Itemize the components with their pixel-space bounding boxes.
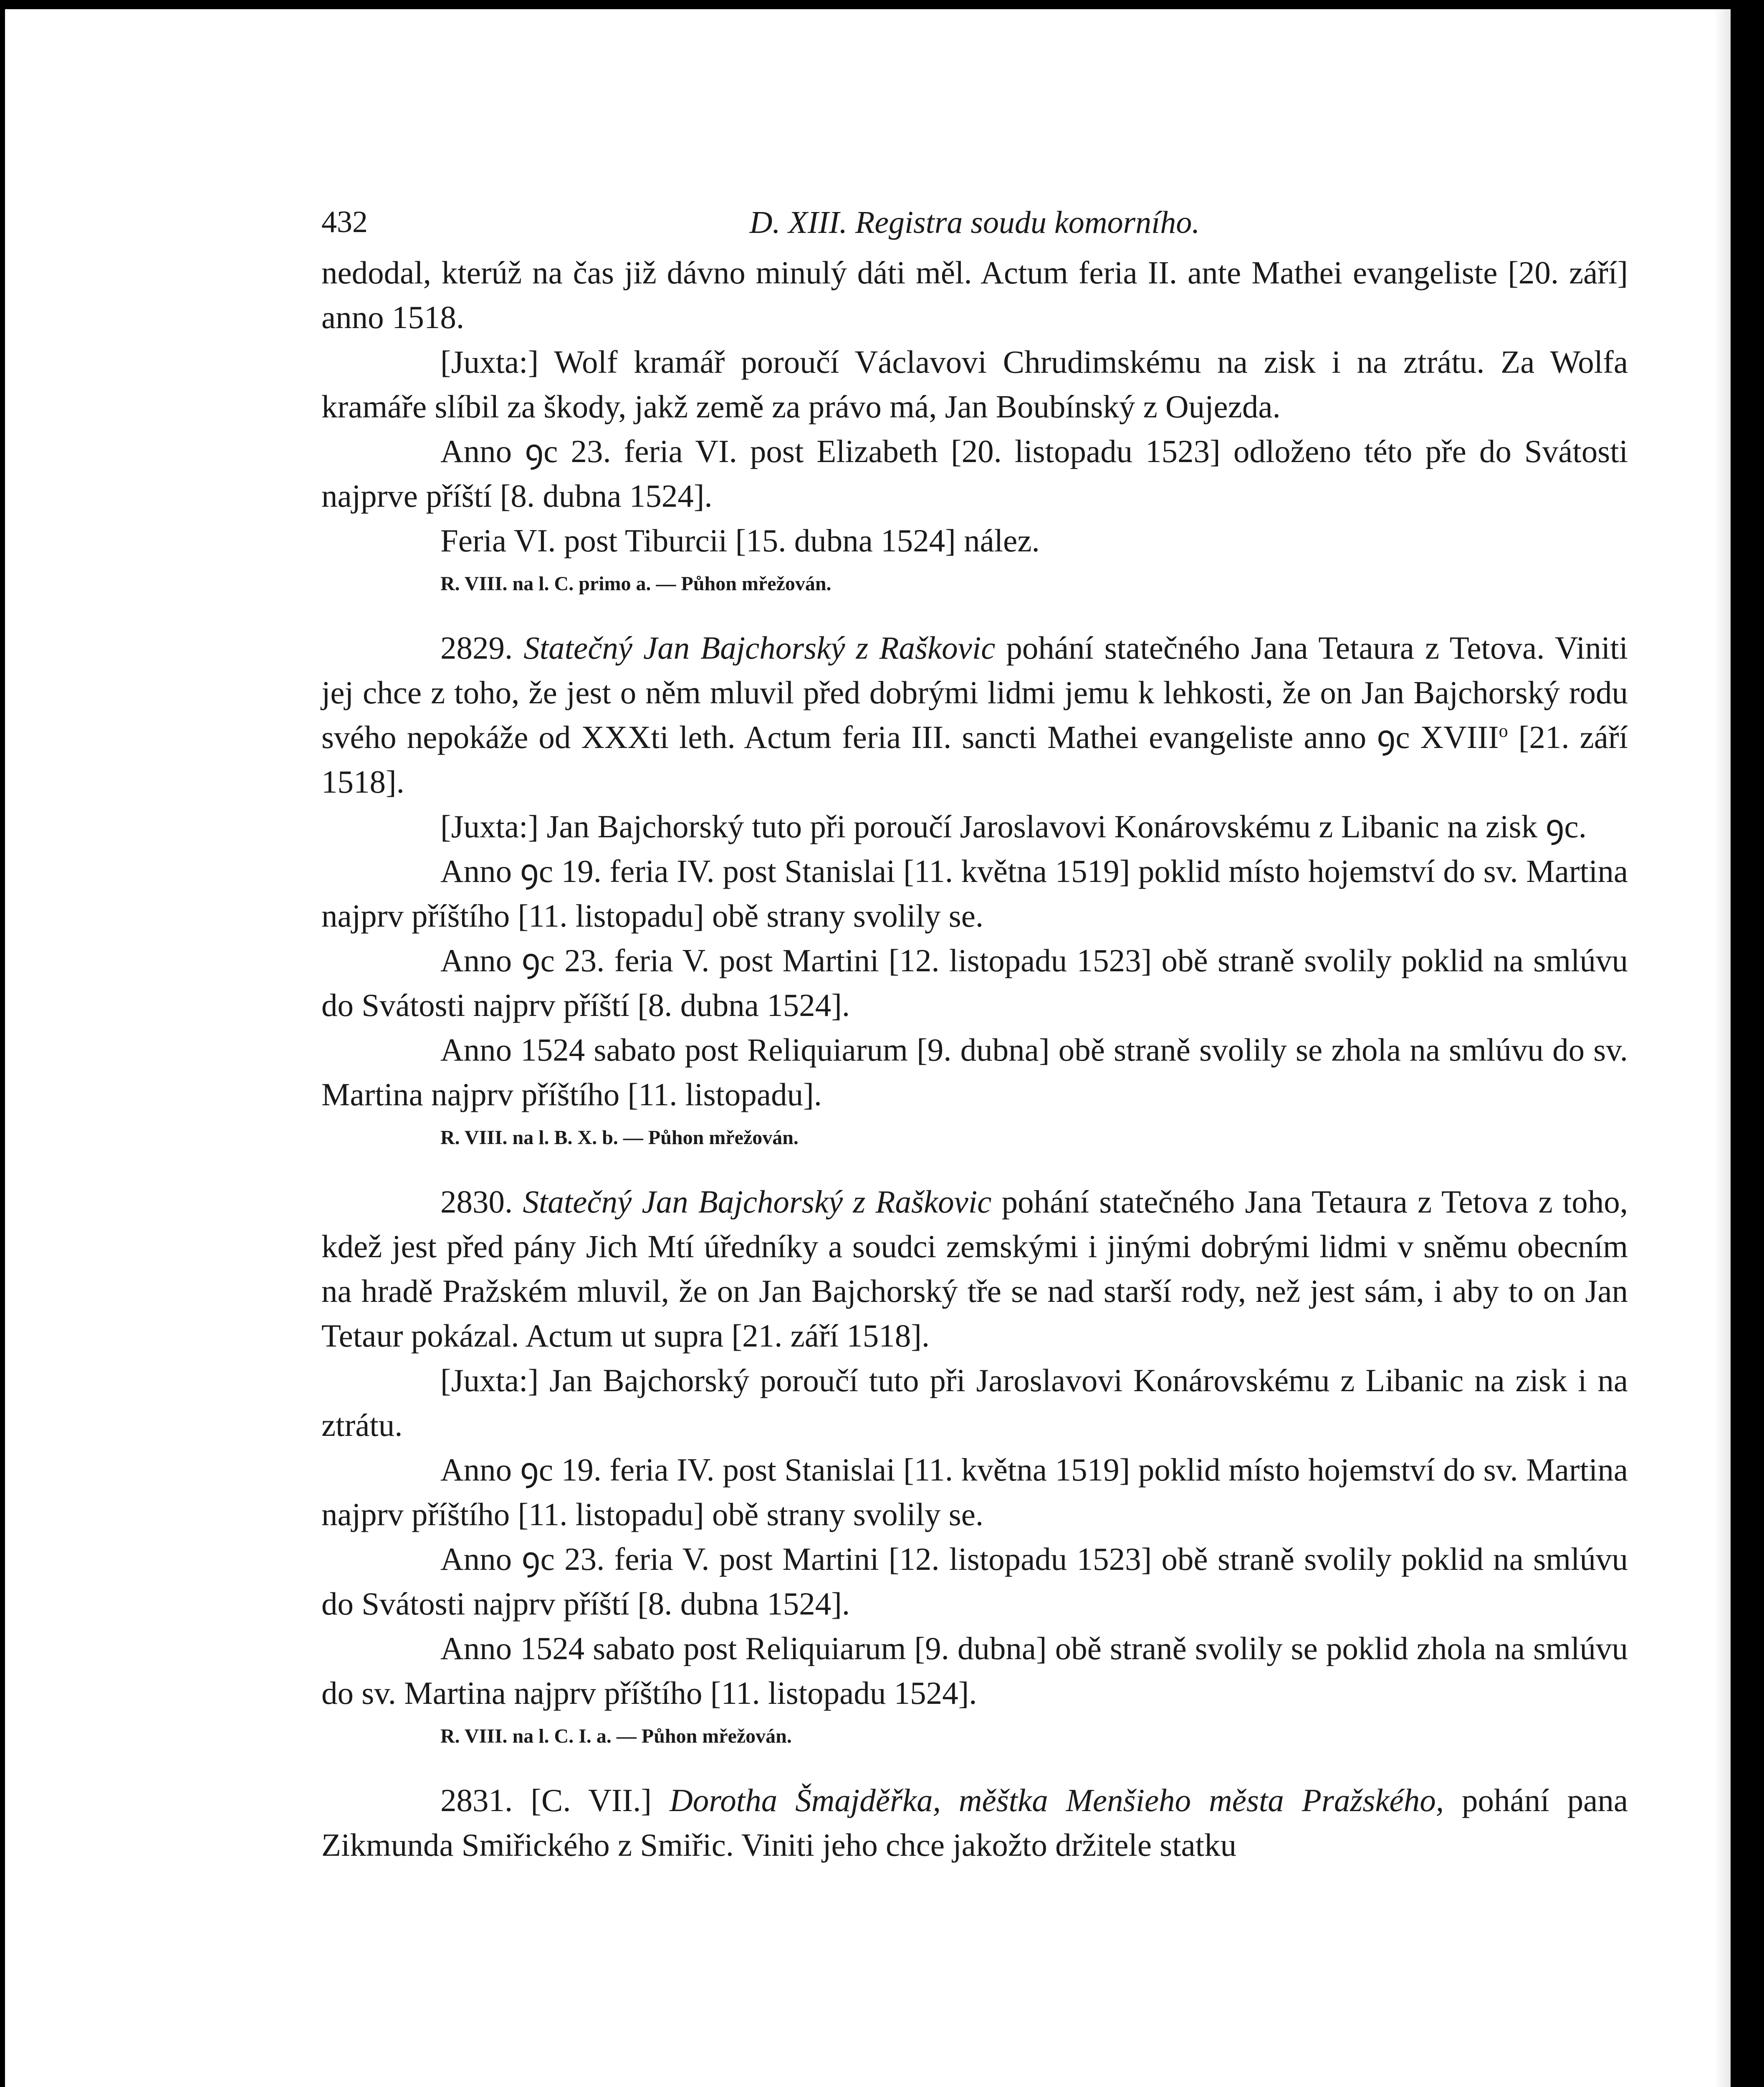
source-reference: R. VIII. na l. C. I. a. — Půhon mřežován. [440, 1725, 792, 1747]
paragraph-continuation: nedodal, kterúž na čas již dávno minulý dáti měl. Actum feria II. ante Mathei evangeliste [20. září] anno 1518. [321, 255, 1628, 335]
page-header [321, 205, 1628, 250]
entry-text: pohání statečného Jana Tetaura z Tetova z toho, kdež jest před pány Jich Mtí úředníky a soudci zemskými i jinými dobrými lidmi v sněmu obecním na hradě Pražském mluvil, že on Jan Bajchorský tře se nad starší rody, než jest sám, i aby to on Jan Tetaur pokázal. Actum ut supra [21. září 1518]. [321, 1184, 1628, 1354]
book-page [321, 205, 1628, 1867]
entry-party: Statečný Jan Bajchorský z Raškovic [523, 1184, 992, 1220]
entry-party: Dorotha Šmajděřka, měštka Menšieho města Pražského, [670, 1782, 1444, 1818]
entry-number: 2831. [440, 1782, 513, 1818]
paragraph-note: Feria VI. post Tiburcii [15. dubna 1524] nález. [440, 523, 1040, 558]
page-number: 432 [321, 205, 368, 239]
source-reference: R. VIII. na l. B. X. b. — Půhon mřežován. [440, 1127, 799, 1149]
scan-border-right [1731, 0, 1764, 2087]
paragraph-note: Anno ꝯc 23. feria VI. post Elizabeth [20. listopadu 1523] odloženo této pře do Svátosti najprve příští [8. dubna 1524]. [321, 433, 1628, 514]
entry-signature: [C. VII.] [513, 1782, 670, 1818]
paragraph-note: Anno 1524 sabato post Reliquiarum [9. dubna] obě straně svolily se zhola na smlúvu do sv. Martina najprv příštího [11. listopadu]. [321, 1032, 1628, 1112]
paragraph-note: Anno ꝯc 23. feria V. post Martini [12. listopadu 1523] obě straně svolily poklid na smlúvu do Svátosti najprv příští [8. dubna 1524]. [321, 1541, 1628, 1622]
entry-2831 [321, 1778, 1628, 1867]
page-edge-shadow [1714, 9, 1731, 2087]
superscript: o [1499, 720, 1508, 741]
scan-border-top [0, 0, 1764, 9]
paragraph-note: Anno ꝯc 19. feria IV. post Stanislai [11. května 1519] poklid místo hojemství do sv. Martina najprv příštího [11. listopadu] obě strany svolily se. [321, 1452, 1628, 1532]
paragraph-note: Anno ꝯc 19. feria IV. post Stanislai [11. května 1519] poklid místo hojemství do sv. Martina najprv příštího [11. listopadu] obě strany svolily se. [321, 853, 1628, 934]
paragraph-note: Anno ꝯc 23. feria V. post Martini [12. listopadu 1523] obě straně svolily poklid na smlúvu do Svátosti najprv příští [8. dubna 1524]. [321, 942, 1628, 1023]
paragraph-note: Anno 1524 sabato post Reliquiarum [9. dubna] obě straně svolily se poklid zhola na smlúvu do sv. Martina najprv příštího [11. listopadu 1524]. [321, 1630, 1628, 1711]
entry-text-tail: [21. září 1518]. [321, 719, 1628, 800]
scan-border-left [0, 0, 5, 2087]
entry-2830 [321, 1180, 1628, 1358]
entry-text: pohání pana Zikmunda Smiřického z Smiřic. Viniti jeho chce jakožto držitele statku [321, 1782, 1628, 1863]
source-reference: R. VIII. na l. C. primo a. — Půhon mřežován. [440, 573, 831, 595]
running-head: D. XIII. Registra soudu komorního. [749, 205, 1200, 240]
paragraph-juxta: [Juxta:] Jan Bajchorský tuto při poroučí Jaroslavovi Konárovskému z Libanic na zisk ꝯc. [440, 809, 1587, 844]
entry-number: 2830. [440, 1184, 513, 1220]
entry-party: Statečný Jan Bajchorský z Raškovic [523, 630, 996, 666]
paragraph-juxta: [Juxta:] Jan Bajchorský poroučí tuto při Jaroslavovi Konárovskému z Libanic na zisk i na ztrátu. [321, 1362, 1628, 1443]
entry-text: pohání statečného Jana Tetaura z Tetova. Viniti jej chce z toho, že jest o něm mluvil před dobrými lidmi jemu k lehkosti, že on Jan Bajchorský rodu svého nepokáže od XXXti leth. Actum feria III. sancti Mathei evangeliste anno ꝯc XVIII [321, 630, 1628, 755]
entry-number: 2829. [440, 630, 513, 666]
entry-2829 [321, 626, 1628, 804]
paragraph-juxta: [Juxta:] Wolf kramář poroučí Václavovi Chrudimskému na zisk i na ztrátu. Za Wolfa kramáře slíbil za škody, jakž země za právo má, Jan Boubínský z Oujezda. [321, 344, 1628, 424]
